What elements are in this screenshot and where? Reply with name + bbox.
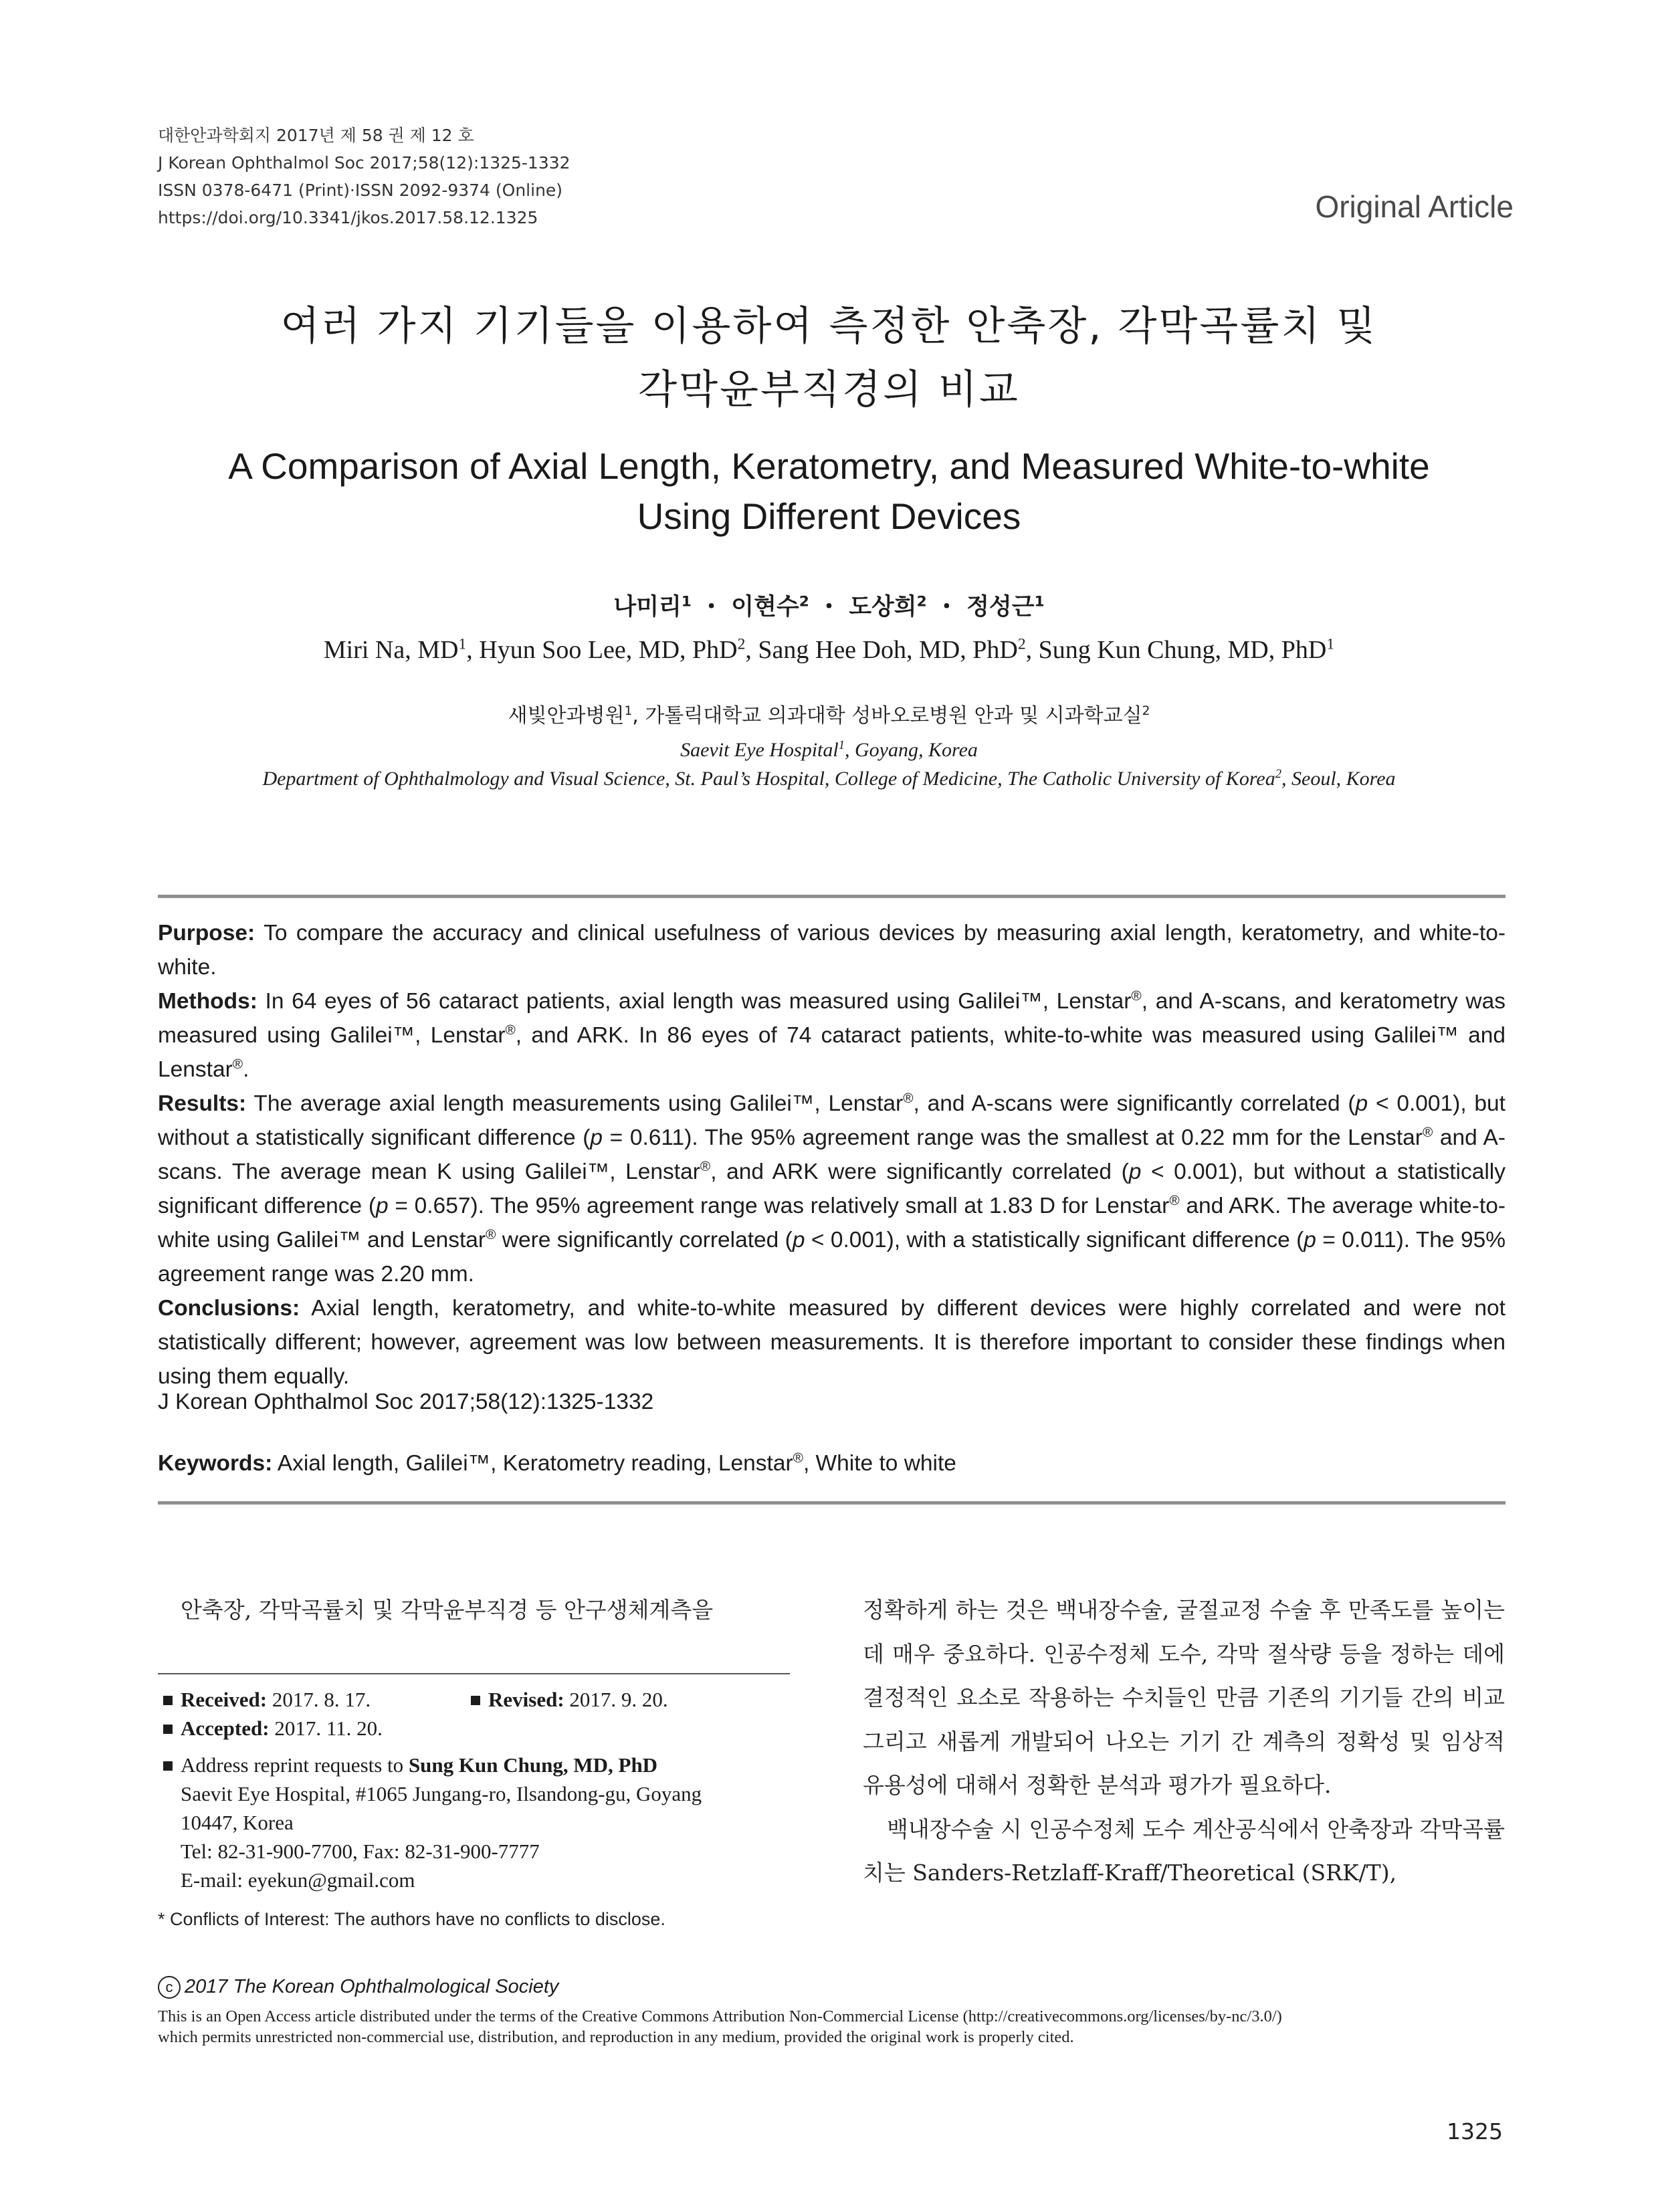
body-right-column [863, 1588, 1505, 1895]
author-separator: ・ [817, 594, 841, 621]
address-prefix: Address reprint requests to [181, 1753, 409, 1777]
corresponding-author: Sung Kun Chung, MD, PhD [408, 1753, 658, 1777]
affiliation-sup: 1 [624, 704, 633, 718]
affiliation-en-2-name: Department of Ophthalmology and Visual Science, St. Paul’s Hospital, College of Medicine, The Catholic University of Korea [262, 768, 1275, 790]
accepted-date [158, 1714, 790, 1743]
author-aff-sup: 1 [1326, 635, 1335, 653]
purpose-label: Purpose: [158, 921, 255, 946]
methods-text: In 64 eyes of 56 cataract patients, axial length was measured using Galilei™, Lenstar [265, 989, 1132, 1014]
keywords [158, 1451, 956, 1476]
abstract-top-rule [158, 895, 1506, 898]
footnote-divider [158, 1673, 790, 1674]
received-value: 2017. 8. 17. [272, 1688, 371, 1711]
author-en: Miri Na, MD [323, 636, 459, 664]
registered-mark: ® [903, 1090, 914, 1106]
author-aff-sup: 2 [737, 635, 746, 653]
author-aff-sup: 1 [681, 593, 692, 611]
author-en: Sang Hee Doh, MD, PhD [758, 636, 1018, 664]
results-text: , and A-scans were significantly correlated ( [913, 1091, 1356, 1116]
affiliation-en-2-suffix: , Seoul, Korea [1281, 768, 1396, 790]
author-aff-sup: 2 [799, 593, 809, 611]
registered-mark: ® [700, 1158, 711, 1174]
journal-en: J Korean Ophthalmol Soc 2017;58(12):1325-1332 [158, 153, 571, 173]
p-value-symbol: p [1355, 1091, 1368, 1116]
license-line-2: which permits unrestricted non-commercial use, distribution, and reproduction in any medium, provided the original work is properly cited. [158, 2028, 1074, 2046]
received-label: Received: [181, 1688, 268, 1711]
author-ko: 나미리 [613, 594, 682, 621]
license-notice [158, 2006, 1506, 2048]
results-text: < 0.001), but without a statistically significant difference ( [158, 1159, 1506, 1218]
bullet-icon [163, 1761, 173, 1771]
results-text: , and ARK were significantly correlated ( [710, 1159, 1129, 1184]
address-line-1: Saevit Eye Hospital, #1065 Jungang-ro, Ilsandong-gu, Goyang [181, 1782, 702, 1805]
bullet-icon [163, 1725, 173, 1734]
affiliation-en-1-suffix: , Goyang, Korea [845, 739, 978, 761]
author-separator: ・ [934, 594, 958, 621]
title-ko-line-2: 각막윤부직경의 비교 [638, 366, 1020, 413]
registered-mark: ® [1131, 988, 1142, 1004]
article-type: Original Article [1315, 189, 1514, 224]
registered-mark: ® [1422, 1124, 1433, 1140]
results-text: = 0.611). The 95% agreement range was the smallest at 0.22 mm for the Lenstar [603, 1125, 1423, 1150]
affiliation-ko-1: 새빛안과병원 [508, 704, 625, 728]
affiliation-ko-2: , 가톨릭대학교 의과대학 성바오로병원 안과 및 시과학교실 [632, 704, 1142, 728]
results-text: and ARK. The average white-to-white using Galilei™ and Lenstar [158, 1194, 1506, 1252]
abstract-bottom-rule [158, 1501, 1506, 1505]
p-value-symbol: p [1304, 1228, 1316, 1252]
correspondence-address [158, 1751, 790, 1894]
abstract-methods [158, 984, 1506, 1087]
p-value-symbol: p [1128, 1159, 1142, 1184]
title-ko-line-1: 여러 가지 기기들을 이용하여 측정한 안축장, 각막곡률치 및 [280, 303, 1378, 350]
keywords-label: Keywords: [158, 1451, 273, 1476]
title-en-line-2: Using Different Devices [637, 495, 1021, 537]
revised-date [465, 1685, 668, 1714]
body-paragraph: 백내장수술 시 인공수정체 도수 계산공식에서 안축장과 각막곡률치는 Sanders-Retzlaff-Kraff/Theoretical (SRK/T), [863, 1815, 1505, 1886]
p-value-symbol: p [792, 1228, 805, 1252]
affiliation-en-1-name: Saevit Eye Hospital [680, 739, 839, 761]
methods-text: , and ARK. In 86 eyes of 74 cataract patients, white-to-white was measured using Galilei™ and Lenstar [158, 1023, 1506, 1082]
received-date [158, 1685, 465, 1714]
author-en: Sung Kun Chung, MD, PhD [1038, 636, 1327, 664]
accepted-label: Accepted: [181, 1717, 270, 1740]
conclusions-label: Conclusions: [158, 1296, 300, 1321]
copyright [158, 1976, 558, 1999]
title-en-line-1: A Comparison of Axial Length, Keratometry, and Measured White-to-white [228, 445, 1430, 487]
body-left-column-text: 안축장, 각막곡률치 및 각막윤부직경 등 안구생체계측을 [181, 1597, 714, 1623]
author-ko: 이현수 [731, 594, 799, 621]
issn: ISSN 0378-6471 (Print)⋅ISSN 2092-9374 (Online) [158, 181, 563, 200]
results-text: = 0.657). The 95% agreement range was relatively small at 1.83 D for Lenstar [388, 1194, 1170, 1218]
accepted-value: 2017. 11. 20. [274, 1717, 383, 1740]
revised-value: 2017. 9. 20. [569, 1688, 668, 1711]
conclusions-text: Axial length, keratometry, and white-to-white measured by different devices were highly correlated and were not statistically different; however, agreement was low between measurements. It is therefore important to consider these findings when using them equally. [158, 1296, 1506, 1389]
p-value-symbol: p [376, 1194, 389, 1218]
article-metadata [158, 1685, 790, 1894]
results-text: and A-scans. The average mean K using Galilei™, Lenstar [158, 1125, 1506, 1184]
methods-text: . [243, 1057, 249, 1082]
citation: J Korean Ophthalmol Soc 2017;58(12):1325-1332 [158, 1390, 654, 1414]
copyright-text: 2017 The Korean Ophthalmological Society [185, 1976, 559, 1997]
address-phone: Tel: 82-31-900-7700, Fax: 82-31-900-7777 [181, 1840, 540, 1863]
affiliation-sup: 2 [1275, 767, 1281, 781]
journal-ko: 대한안과학회지 2017년 제 58 권 제 12 호 [158, 126, 474, 145]
author-en: Hyun Soo Lee, MD, PhD [479, 636, 738, 664]
author-separator: , [745, 636, 758, 664]
methods-text: , and A-scans, and keratometry was measured using Galilei™, Lenstar [158, 989, 1506, 1048]
purpose-text: To compare the accuracy and clinical usefulness of various devices by measuring axial length, keratometry, and white-to-white. [158, 921, 1506, 980]
results-text: = 0.011). The 95% agreement range was 2.20 mm. [158, 1228, 1506, 1287]
author-separator: , [1025, 636, 1039, 664]
abstract-conclusions [158, 1291, 1506, 1394]
bullet-icon [471, 1696, 480, 1705]
results-text: < 0.001), but without a statistically significant difference ( [158, 1091, 1506, 1150]
body-paragraph: 정확하게 하는 것은 백내장수술, 굴절교정 수술 후 만족도를 높이는 데 매우 중요하다. 인공수정체 도수, 각막 절삭량 등을 정하는 데에 결정적인 요소로 작용하는 수치들인 만큼 기존의 기기들 간의 비교 그리고 새롭게 개발되어 나오는 기기 간 계측의 정확성 및 임상적 유용성에 대해서 정확한 분석과 평가가 필요하다. [863, 1597, 1505, 1798]
results-label: Results: [158, 1091, 247, 1116]
author-aff-sup: 1 [1034, 593, 1045, 611]
keywords-text: , White to white [803, 1451, 956, 1476]
page-number: 1325 [1447, 2118, 1503, 2144]
methods-label: Methods: [158, 989, 257, 1014]
results-text: were significantly correlated ( [496, 1228, 793, 1252]
author-aff-sup: 2 [1017, 635, 1026, 653]
affiliation-en-2 [0, 768, 1658, 790]
registered-mark: ® [505, 1022, 516, 1038]
abstract [158, 916, 1506, 1394]
results-text: < 0.001), with a statistically significant difference ( [805, 1228, 1304, 1252]
registered-mark: ® [793, 1450, 803, 1466]
affiliation-en-1 [0, 739, 1658, 762]
authors-ko [0, 588, 1658, 622]
affiliation-ko [0, 699, 1658, 728]
bullet-icon [163, 1696, 173, 1705]
abstract-purpose [158, 916, 1506, 984]
registered-mark: ® [486, 1226, 496, 1242]
doi-link[interactable]: https://doi.org/10.3341/jkos.2017.58.12.1325 [158, 208, 538, 227]
registered-mark: ® [232, 1056, 243, 1072]
affiliation-sup: 2 [1142, 704, 1150, 718]
author-ko: 정성근 [966, 594, 1035, 621]
journal-info [158, 122, 571, 231]
license-line-1: This is an Open Access article distributed under the terms of the Creative Commons Attribution Non-Commercial License (http://creativecommons.org/licenses/by-nc/3.0/) [158, 2007, 1282, 2025]
author-ko: 도상희 [849, 594, 917, 621]
keywords-text: Axial length, Galilei™, Keratometry reading, Lenstar [277, 1451, 793, 1476]
revised-label: Revised: [488, 1688, 564, 1711]
abstract-results [158, 1087, 1506, 1291]
registered-mark: ® [1169, 1192, 1180, 1208]
author-aff-sup: 1 [458, 635, 467, 653]
p-value-symbol: p [590, 1125, 603, 1150]
author-aff-sup: 2 [916, 593, 927, 611]
address-line-2: 10447, Korea [181, 1811, 294, 1834]
results-text: The average axial length measurements using Galilei™, Lenstar [253, 1091, 904, 1116]
affiliation-sup: 1 [838, 738, 845, 752]
conflicts-of-interest: * Conflicts of Interest: The authors have no conflicts to disclose. [158, 1909, 665, 1929]
author-separator: , [466, 636, 480, 664]
copyright-icon: c [158, 1976, 181, 1999]
dates-row [158, 1685, 790, 1714]
authors-en [0, 635, 1658, 665]
author-separator: ・ [700, 594, 724, 621]
address-email[interactable]: E-mail: eyekun@gmail.com [181, 1868, 415, 1892]
